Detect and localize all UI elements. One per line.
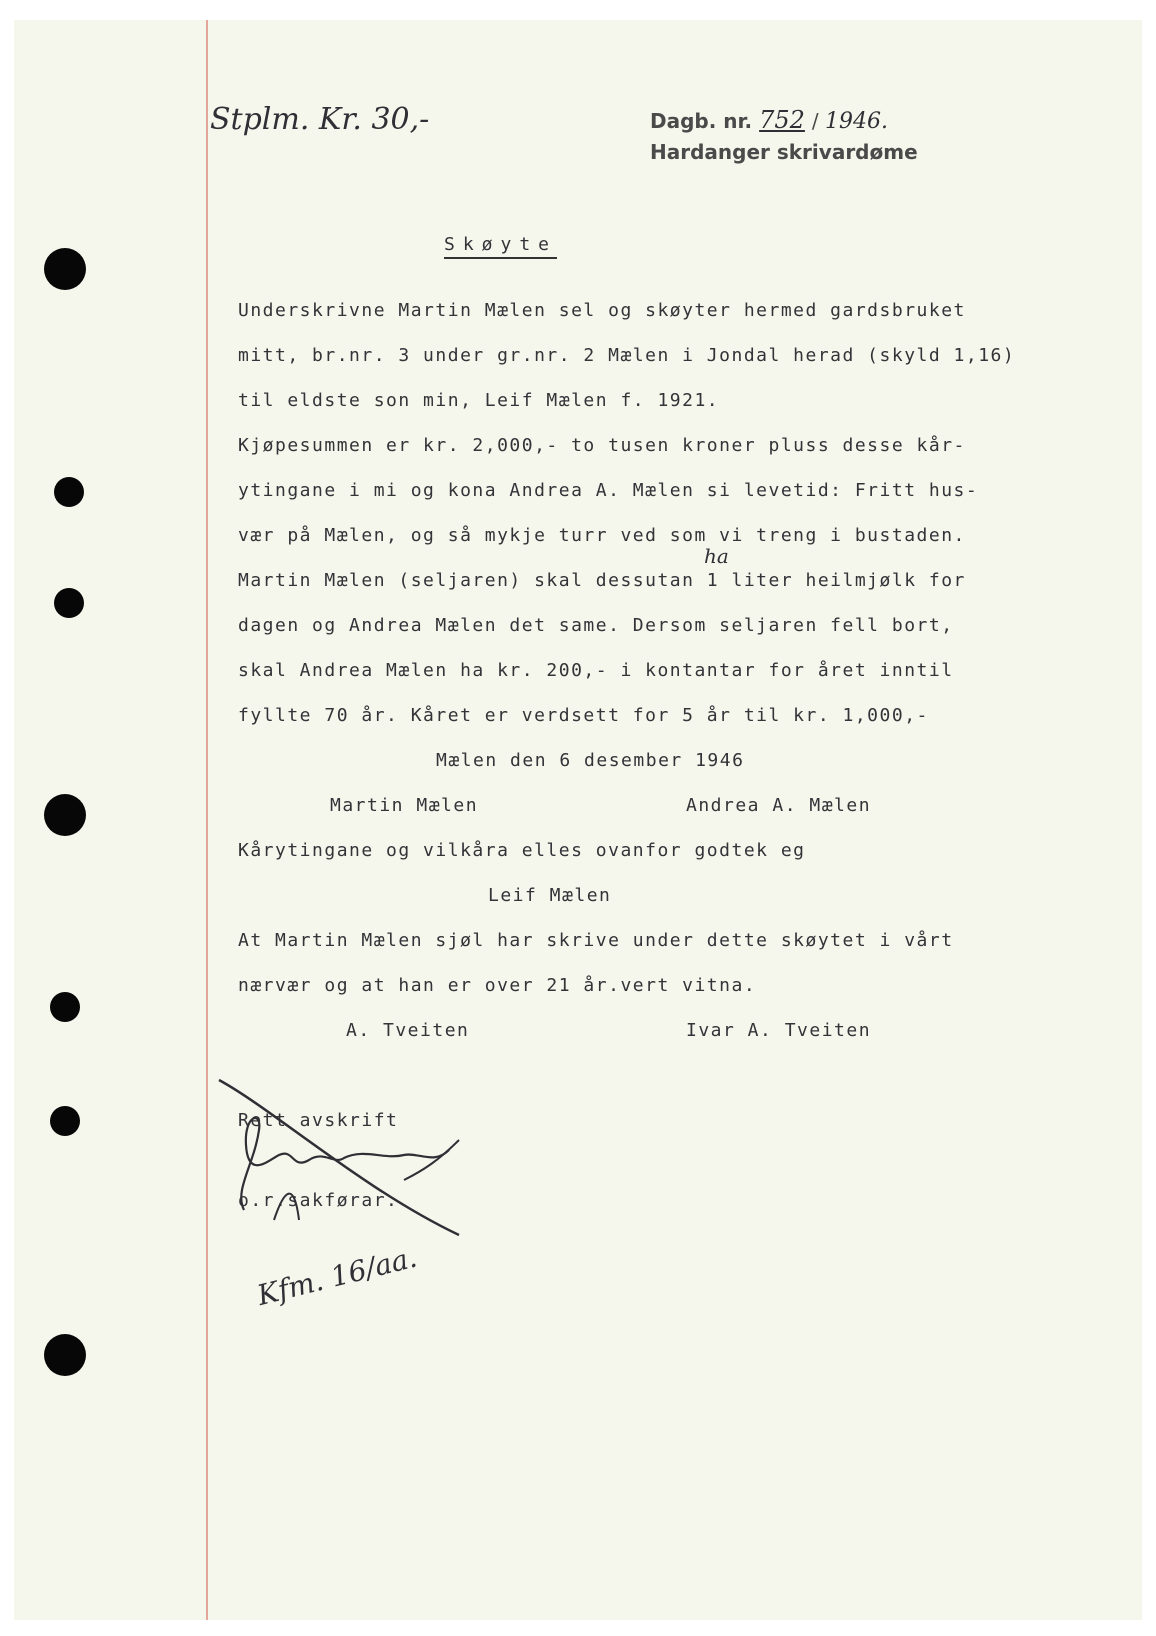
witness-statement: At Martin Mælen sjøl har skrive under dette skøytet i vårt [238,930,954,951]
place-date: Mælen den 6 desember 1946 [436,750,745,771]
signatory-buyer: Leif Mælen [488,885,612,906]
registry-stamp-line-2: Hardanger skrivardøme [650,140,918,164]
witness-statement: nærvær og at han er over 21 år.vert vitna. [238,975,757,996]
body-line: til eldste son min, Leif Mælen f. 1921. [238,390,720,411]
witness-2: Ivar A. Tveiten [686,1020,872,1041]
witness-1: A. Tveiten [346,1020,470,1041]
registry-year: 1946. [825,109,888,134]
body-line: Underskrivne Martin Mælen sel og skøyter hermed gardsbruket [238,300,966,321]
document-title: Skøyte [444,234,557,259]
body-line: skal Andrea Mælen ha kr. 200,- i kontantar for året inntil [238,660,954,681]
registry-number: 752 [759,106,805,134]
acceptance-line: Kårytingane og vilkåra elles ovanfor godtek eg [238,840,806,861]
body-line: dagen og Andrea Mælen det same. Dersom seljaren fell bort, [238,615,954,636]
binder-hole-6 [50,1106,80,1136]
binder-hole-3 [54,588,84,618]
handwritten-insertion: ha [704,544,729,568]
red-margin-line [206,20,208,1620]
copy-certification: Rett avskrift [238,1110,399,1131]
copy-certifier-title: o.r.sakførar. [238,1190,399,1211]
registry-stamp-line-1: Dagb. nr. 752 / 1946. [650,106,888,134]
body-line: vær på Mælen, og så mykje turr ved som vi treng i bustaden. [238,525,966,546]
binder-hole-1 [44,248,86,290]
body-line: mitt, br.nr. 3 under gr.nr. 2 Mælen i Jondal herad (skyld 1,16) [238,345,1016,366]
stamp-fee-note: Stplm. Kr. 30,- [210,102,430,137]
binder-hole-4 [44,794,86,836]
handwritten-reference: Kfm. 16/aa. [254,1240,421,1313]
body-line: Martin Mælen (seljaren) skal dessutan 1 liter heilmjølk for [238,570,966,591]
signatory-seller: Martin Mælen [330,795,479,816]
binder-hole-5 [50,992,80,1022]
binder-hole-2 [54,477,84,507]
body-line: Kjøpesummen er kr. 2,000,- to tusen kroner pluss desse kår- [238,435,966,456]
handwritten-signature [214,1070,474,1260]
body-line: ytingane i mi og kona Andrea A. Mælen si levetid: Fritt hus- [238,480,979,501]
registry-prefix: Dagb. nr. [650,109,753,133]
body-line: fyllte 70 år. Kåret er verdsett for 5 år til kr. 1,000,- [238,705,929,726]
binder-hole-7 [44,1334,86,1376]
document-page [14,20,1142,1620]
signatory-wife: Andrea A. Mælen [686,795,872,816]
